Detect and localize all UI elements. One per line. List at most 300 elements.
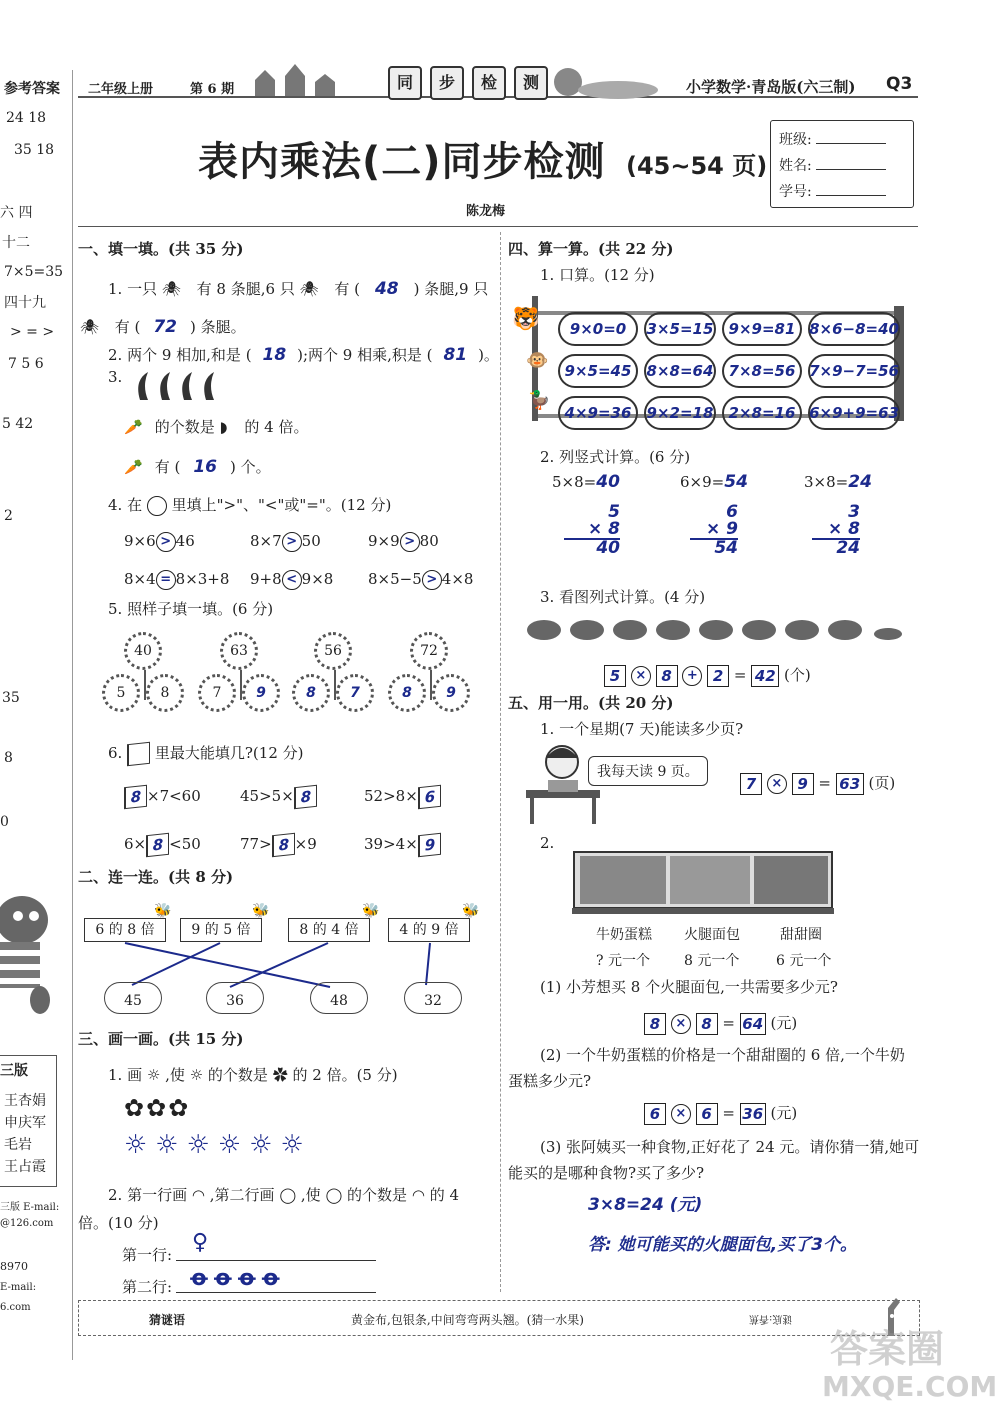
- staff-name: 申庆军: [4, 1115, 46, 1131]
- text: 4. 在: [108, 496, 143, 514]
- q4-answer[interactable]: <: [282, 570, 302, 590]
- riddle-footer: [78, 1300, 920, 1336]
- riddle-answer: 谜底:香蕉: [749, 1313, 793, 1324]
- s5-q1-equation: [740, 772, 895, 795]
- q1-line1: [108, 278, 488, 299]
- bee-icon: 🐝: [362, 903, 380, 919]
- name-label: 姓名:: [779, 158, 812, 174]
- number-field[interactable]: [816, 195, 886, 196]
- text: );两个 9 相乘,积是 (: [297, 346, 433, 364]
- text: 8×3+8: [175, 570, 230, 588]
- eq-op[interactable]: ×: [671, 1014, 691, 1034]
- text: 的 4: [429, 1186, 460, 1204]
- eq-box[interactable]: 8: [696, 1013, 718, 1035]
- section2-heading: 二、连一连。(共 8 分): [78, 868, 234, 886]
- eq-op[interactable]: ×: [631, 666, 651, 686]
- flower-top: 63: [220, 632, 258, 670]
- text: 8×4: [124, 570, 156, 588]
- answer-line: 十二: [2, 235, 30, 251]
- text: ) 条腿,9 只: [413, 280, 489, 298]
- text: 8×7: [250, 532, 282, 550]
- q6-answer[interactable]: 6: [418, 785, 441, 809]
- student-info-box: [770, 120, 914, 208]
- q3-equation: [604, 664, 811, 687]
- eq-op[interactable]: ×: [767, 774, 787, 794]
- text: 9×6: [124, 532, 156, 550]
- bee-icon: 🐝: [154, 903, 172, 919]
- eq-box[interactable]: 5: [604, 665, 626, 687]
- s4-q1: 1. 口算。(12 分): [540, 266, 655, 284]
- oral-item: [644, 396, 716, 430]
- q4-item: [368, 532, 439, 552]
- q6-answer[interactable]: 8: [124, 785, 147, 809]
- text: 6.: [108, 744, 123, 762]
- spider-icon: 🕷: [299, 280, 319, 298]
- text: 倍。(10 分): [78, 1214, 159, 1232]
- section1-heading: 一、填一填。(共 35 分): [78, 240, 244, 258]
- flower-left: 7: [198, 674, 236, 712]
- mushroom-icon: ◠: [191, 1186, 205, 1204]
- s5-p2: (2) 一个牛奶蛋糕的价格是一个甜甜圈的 6 倍,一个牛奶: [540, 1046, 905, 1064]
- oral-answer[interactable]: 8×6−8=40: [809, 320, 899, 338]
- q4-item: [124, 532, 195, 552]
- answer-key-heading: 参考答案: [4, 81, 60, 97]
- flower-answer[interactable]: 9: [432, 674, 470, 712]
- oral-item: [644, 354, 716, 388]
- q6-answer[interactable]: 8: [146, 833, 169, 857]
- text: 80: [419, 532, 439, 550]
- oral-item: [808, 396, 900, 430]
- s5-p1: (1) 小芳想买 8 个火腿面包,一共需要多少元?: [540, 978, 838, 996]
- text: ) 条腿。: [189, 318, 246, 336]
- q2-answer-1[interactable]: 18: [262, 345, 287, 365]
- vert-result: 24: [812, 538, 860, 557]
- s5-p3: 能买的是哪种食物?买了多少?: [508, 1164, 705, 1182]
- times-sign: ×: [827, 519, 843, 539]
- email-line: E-mail:: [0, 1282, 37, 1293]
- oral-item: [558, 312, 638, 346]
- spider-icon: 🕷: [161, 280, 181, 298]
- match-box[interactable]: 8 的 4 倍: [288, 918, 370, 942]
- s5-p2-equation: [644, 1102, 797, 1125]
- vert-a: 6: [726, 502, 738, 522]
- s3-q1: [108, 1064, 398, 1085]
- eq-box[interactable]: 6: [696, 1103, 718, 1125]
- q6-item: [364, 834, 441, 856]
- text: 8×5−5: [368, 570, 422, 588]
- vertical-calc: [690, 504, 738, 557]
- section4-heading: 四、算一算。(共 22 分): [508, 240, 674, 258]
- email-line: 8970: [0, 1260, 28, 1273]
- text: ×7<60: [147, 787, 201, 805]
- text: 1. 一只: [108, 280, 158, 298]
- flower-answer[interactable]: 7: [336, 674, 374, 712]
- oral-item: [644, 312, 716, 346]
- text: 3×8=: [804, 473, 849, 491]
- mushroom-icon: ◠: [411, 1186, 425, 1204]
- oral-item: [722, 396, 802, 430]
- s5-p2: 蛋糕多少元?: [508, 1072, 592, 1090]
- flower-group: [100, 630, 190, 710]
- flower-left: 5: [102, 674, 140, 712]
- text: 5×8=: [552, 473, 597, 491]
- grade-label: 二年级上册: [88, 82, 154, 97]
- page-title: 表内乘法(二)同步检测: [198, 139, 606, 185]
- pepper-icon: ◗: [219, 418, 228, 436]
- food-label: 甜甜圈: [780, 927, 822, 943]
- unit: (个): [784, 666, 811, 684]
- q2-answer-2[interactable]: 81: [443, 345, 468, 365]
- text: 1. 画: [108, 1066, 143, 1084]
- match-box[interactable]: 4 的 9 倍: [388, 918, 470, 942]
- watermark-logo: 答案圈: [830, 1327, 945, 1371]
- handwritten-answer[interactable]: 答: 她可能买的火腿面包,买了3个。: [588, 1235, 858, 1255]
- section5-heading: 五、用一用。(共 20 分): [508, 694, 674, 712]
- text: 52>8×: [364, 787, 418, 805]
- eq-box[interactable]: 8: [656, 665, 678, 687]
- eq-box[interactable]: 7: [740, 773, 762, 795]
- text: 有 (: [334, 280, 361, 298]
- vertical-calc: [812, 504, 860, 557]
- vert-b: 8: [608, 519, 620, 539]
- q1-line2: [80, 316, 246, 337]
- equals-sign: =: [722, 1014, 735, 1032]
- q4-answer[interactable]: =: [156, 570, 176, 590]
- q6-item: [124, 834, 201, 856]
- flower-answer[interactable]: 8: [388, 674, 426, 712]
- row2-line[interactable]: [176, 1292, 376, 1293]
- sun-icon: ☼: [189, 1066, 204, 1084]
- answer-line: 8: [4, 750, 13, 766]
- flower-top: 56: [314, 632, 352, 670]
- text: 里填上">"、"<"或"="。(12 分): [171, 496, 392, 514]
- oral-answer[interactable]: 7×9−7=56: [809, 362, 899, 380]
- q6-item: [240, 786, 317, 808]
- q6-answer[interactable]: 8: [272, 833, 295, 857]
- watermark-url: MXQE.COM: [822, 1370, 998, 1403]
- q3-answer[interactable]: 16: [193, 457, 218, 477]
- oral-answer[interactable]: 7×8=56: [728, 362, 796, 380]
- q4-item: [124, 570, 229, 590]
- vert-b: 9: [726, 519, 738, 539]
- eq-op[interactable]: ×: [671, 1104, 691, 1124]
- text: 有 8 条腿,6 只: [196, 280, 295, 298]
- text: 的 2 倍。(5 分): [292, 1066, 398, 1084]
- answer-line: 2: [4, 508, 13, 524]
- match-line: [125, 943, 330, 987]
- text: 77>: [240, 835, 272, 853]
- s4-q3: 3. 看图列式计算。(4 分): [540, 588, 706, 606]
- q1-answer-2[interactable]: 72: [153, 317, 178, 337]
- fruit-plates-image: [524, 616, 914, 642]
- q2: [108, 344, 499, 365]
- flower-right: 8: [146, 674, 184, 712]
- text: 9+8: [250, 570, 282, 588]
- row1-label: 第一行:: [122, 1246, 173, 1264]
- text: 里最大能填几?(12 分): [154, 744, 304, 762]
- unit: (元): [770, 1104, 798, 1122]
- tiger-icon: 🐯: [512, 307, 540, 332]
- eq-result[interactable]: 63: [836, 773, 864, 795]
- times-sign: ×: [587, 519, 603, 539]
- class-label: 班级:: [779, 132, 812, 148]
- text: )。: [478, 346, 499, 364]
- email-line: @126.com: [0, 1218, 54, 1229]
- text: 9×8: [301, 570, 334, 588]
- drawn-mushroom: ♀: [192, 1230, 209, 1255]
- author: 陈龙梅: [466, 204, 506, 219]
- text: ,使: [300, 1186, 321, 1204]
- vert-answer[interactable]: 24: [848, 472, 872, 492]
- match-cloud[interactable]: 32: [404, 982, 462, 1014]
- q4-answer[interactable]: >: [156, 532, 176, 552]
- match-line: [426, 943, 430, 985]
- text: 有 (: [154, 458, 181, 476]
- section3-heading: 三、画一画。(共 15 分): [78, 1030, 244, 1048]
- banner-char: 测: [514, 66, 548, 100]
- food-price: 8 元一个: [684, 953, 740, 969]
- q6-item: [364, 786, 441, 808]
- answer-line: 0: [0, 814, 9, 830]
- number-label: 学号:: [779, 184, 812, 200]
- s5-p3: (3) 张阿姨买一种食物,正好花了 24 元。请你猜一猜,她可: [540, 1138, 920, 1156]
- eq-box[interactable]: 9: [792, 773, 814, 795]
- carrot-icon: 🥕: [124, 418, 143, 436]
- text: 有 (: [114, 318, 141, 336]
- oral-item: [808, 312, 900, 346]
- text: 的 4 倍。: [244, 418, 309, 436]
- text: 的个数是: [347, 1186, 408, 1204]
- sun-icon: ☼: [146, 1066, 161, 1084]
- oral-answer[interactable]: 9×5=45: [564, 362, 632, 380]
- handwritten-answer[interactable]: 3×8=24 (元): [588, 1195, 703, 1215]
- email-line: 三版 E-mail:: [0, 1202, 60, 1213]
- answer-line: 7 5 6: [8, 356, 44, 372]
- oral-item: [722, 354, 802, 388]
- vert-a: 5: [608, 502, 620, 522]
- castle-decoration-icon: [250, 62, 360, 98]
- oral-answer[interactable]: 9×9=81: [728, 320, 796, 338]
- text: 6×: [124, 835, 147, 853]
- drawn-apples: ꝋꝋꝋꝋ: [190, 1266, 286, 1291]
- speech-bubble: 我每天读 9 页。: [588, 756, 708, 786]
- flower-group: [196, 630, 286, 710]
- vert-eq: [552, 472, 620, 492]
- vert-answer[interactable]: 40: [596, 472, 620, 492]
- flag-icon: [127, 742, 150, 766]
- banner-char: 步: [430, 66, 464, 100]
- vert-a: 3: [848, 502, 860, 522]
- vert-answer[interactable]: 54: [724, 472, 748, 492]
- email-line: 6.com: [0, 1302, 31, 1313]
- vert-result: 40: [564, 538, 620, 557]
- clover-row: ✿✿✿: [124, 1094, 191, 1122]
- oral-item: [558, 396, 638, 430]
- food-label: 火腿面包: [684, 927, 740, 943]
- page-range: (45~54 页): [626, 152, 768, 180]
- oral-answer[interactable]: 3×5=15: [646, 320, 714, 338]
- unit: (元): [770, 1014, 798, 1032]
- text: 9×9: [368, 532, 400, 550]
- text: 2. 两个 9 相加,和是 (: [108, 346, 252, 364]
- drawn-suns: ☼☼☼☼☼☼: [124, 1130, 312, 1160]
- class-field[interactable]: [816, 143, 886, 144]
- oral-item: [808, 354, 900, 388]
- eq-box[interactable]: 6: [644, 1103, 666, 1125]
- riddle-text: 黄金布,包银条,中间弯弯两头翘。(猜一水果): [351, 1313, 584, 1327]
- q6-head: [108, 742, 303, 765]
- eq-result[interactable]: 64: [740, 1013, 766, 1035]
- q4-item: [250, 570, 333, 590]
- eq-box[interactable]: 8: [644, 1013, 666, 1035]
- q6-answer[interactable]: 8: [294, 785, 317, 809]
- text: 46: [175, 532, 195, 550]
- food-label: 牛奶蛋糕: [596, 927, 652, 943]
- text: 4×8: [441, 570, 474, 588]
- oral-answer[interactable]: 4×9=36: [564, 404, 632, 422]
- answer-line: 35: [2, 690, 20, 706]
- cat-mascot-image: [0, 880, 60, 1030]
- q1-answer-1[interactable]: 48: [374, 279, 399, 299]
- q3-line2: [124, 456, 271, 477]
- vert-eq: [804, 472, 872, 492]
- unit: (页): [868, 774, 896, 792]
- s4-q2: 2. 列竖式计算。(6 分): [540, 448, 691, 466]
- q3-line1: [124, 416, 308, 437]
- apple-icon: ◯: [279, 1186, 297, 1204]
- bee-icon: 🐝: [462, 903, 480, 919]
- q5-head: 5. 照样子填一填。(6 分): [108, 600, 274, 618]
- text: 的个数是: [207, 1066, 268, 1084]
- riddle-label: 猜谜语: [149, 1313, 186, 1327]
- text: <50: [169, 835, 201, 853]
- carrot-icon: 🥕: [124, 458, 143, 476]
- page-code: Q3: [886, 74, 913, 94]
- flower-answer[interactable]: 8: [292, 674, 330, 712]
- staff-name: 毛岩: [4, 1137, 32, 1153]
- oral-answer[interactable]: 9×2=18: [646, 404, 714, 422]
- bee-icon: 🐝: [252, 903, 270, 919]
- vert-b: 8: [848, 519, 860, 539]
- equals-sign: =: [722, 1104, 735, 1122]
- subject-label: 小学数学·青岛版(六三制): [686, 78, 856, 96]
- text: 45>5×: [240, 787, 294, 805]
- animals-decoration-icon: [548, 66, 668, 100]
- s5-q1: 1. 一个星期(7 天)能读多少页?: [540, 720, 744, 738]
- match-cloud[interactable]: 45: [104, 982, 162, 1014]
- text: 的个数是: [154, 418, 215, 436]
- times-sign: ×: [705, 519, 721, 539]
- q4-item: [250, 532, 321, 552]
- row1-line[interactable]: [176, 1260, 376, 1261]
- vert-result: 54: [690, 538, 738, 557]
- answer-key-strip: [0, 70, 73, 1360]
- circle-icon: [147, 496, 167, 516]
- q3-number: 3.: [108, 368, 123, 386]
- q6-item: [240, 834, 317, 856]
- oral-item: [558, 354, 638, 388]
- flower-top: 40: [124, 632, 162, 670]
- food-price: 6 元一个: [776, 953, 832, 969]
- text: ) 个。: [229, 458, 271, 476]
- animal-icon: 🦆: [528, 390, 551, 411]
- banner: [388, 66, 548, 100]
- equals-sign: =: [818, 774, 831, 792]
- match-line: [132, 943, 220, 985]
- answer-line: > = >: [10, 324, 55, 340]
- name-field[interactable]: [816, 169, 886, 170]
- answer-line: 35 18: [14, 142, 55, 158]
- text: 39>4×: [364, 835, 418, 853]
- s3-q2: [108, 1184, 459, 1205]
- text: ,第二行画: [209, 1186, 275, 1204]
- text: ×9: [294, 835, 317, 853]
- match-cloud[interactable]: 48: [310, 982, 368, 1014]
- issue-label: 第 6 期: [190, 82, 235, 97]
- apple-icon: ◯: [325, 1186, 343, 1204]
- eq-box[interactable]: 2: [707, 665, 729, 687]
- q4-answer[interactable]: >: [422, 570, 442, 590]
- row2-label: 第二行:: [122, 1278, 173, 1296]
- vertical-calc: [564, 504, 620, 557]
- q4-answer[interactable]: >: [400, 532, 420, 552]
- match-cloud[interactable]: 36: [206, 982, 264, 1014]
- oral-answer[interactable]: 2×8=16: [728, 404, 796, 422]
- s5-q2: 2.: [540, 834, 555, 852]
- q4-head: [108, 494, 391, 516]
- spider-icon: 🕷: [80, 318, 100, 336]
- s5-p1-equation: [644, 1012, 797, 1035]
- q4-answer[interactable]: >: [282, 532, 302, 552]
- oral-answer[interactable]: 8×8=64: [646, 362, 714, 380]
- eq-op[interactable]: +: [682, 666, 702, 686]
- answer-line: 四十九: [4, 295, 46, 311]
- flower-group: [386, 630, 476, 710]
- answer-line: 六 四: [0, 205, 33, 221]
- equals-sign: =: [733, 666, 747, 684]
- flower-group: [290, 630, 380, 710]
- eq-result[interactable]: 42: [751, 665, 779, 687]
- q6-answer[interactable]: 9: [418, 833, 441, 857]
- clover-icon: ✿: [272, 1066, 288, 1084]
- flower-answer[interactable]: 9: [242, 674, 280, 712]
- match-box[interactable]: 6 的 8 倍: [84, 918, 166, 942]
- eq-result[interactable]: 36: [740, 1103, 766, 1125]
- match-box[interactable]: 9 的 5 倍: [180, 918, 262, 942]
- animal-icon: 🐵: [526, 350, 549, 371]
- match-line: [230, 943, 328, 987]
- text: ,使: [165, 1066, 185, 1084]
- food-tray-image: [572, 848, 834, 916]
- oral-answer[interactable]: 6×9+9=63: [809, 404, 899, 422]
- banner-char: 同: [388, 66, 422, 100]
- answer-line: 5 42: [2, 416, 34, 432]
- oral-item: [722, 312, 802, 346]
- text: 2. 第一行画: [108, 1186, 188, 1204]
- banner-char: 检: [472, 66, 506, 100]
- text: 50: [301, 532, 321, 550]
- food-price: ? 元一个: [596, 953, 650, 969]
- flower-top: 72: [410, 632, 448, 670]
- answer-line: 24 18: [6, 110, 47, 126]
- q6-item: [124, 786, 201, 808]
- oral-answer[interactable]: 9×0=0: [569, 320, 627, 338]
- vert-eq: [680, 472, 748, 492]
- staff-name: 王占霞: [4, 1159, 46, 1175]
- q4-item: [368, 570, 473, 590]
- text: 6×9=: [680, 473, 725, 491]
- staff-name: 王杏娟: [4, 1093, 46, 1109]
